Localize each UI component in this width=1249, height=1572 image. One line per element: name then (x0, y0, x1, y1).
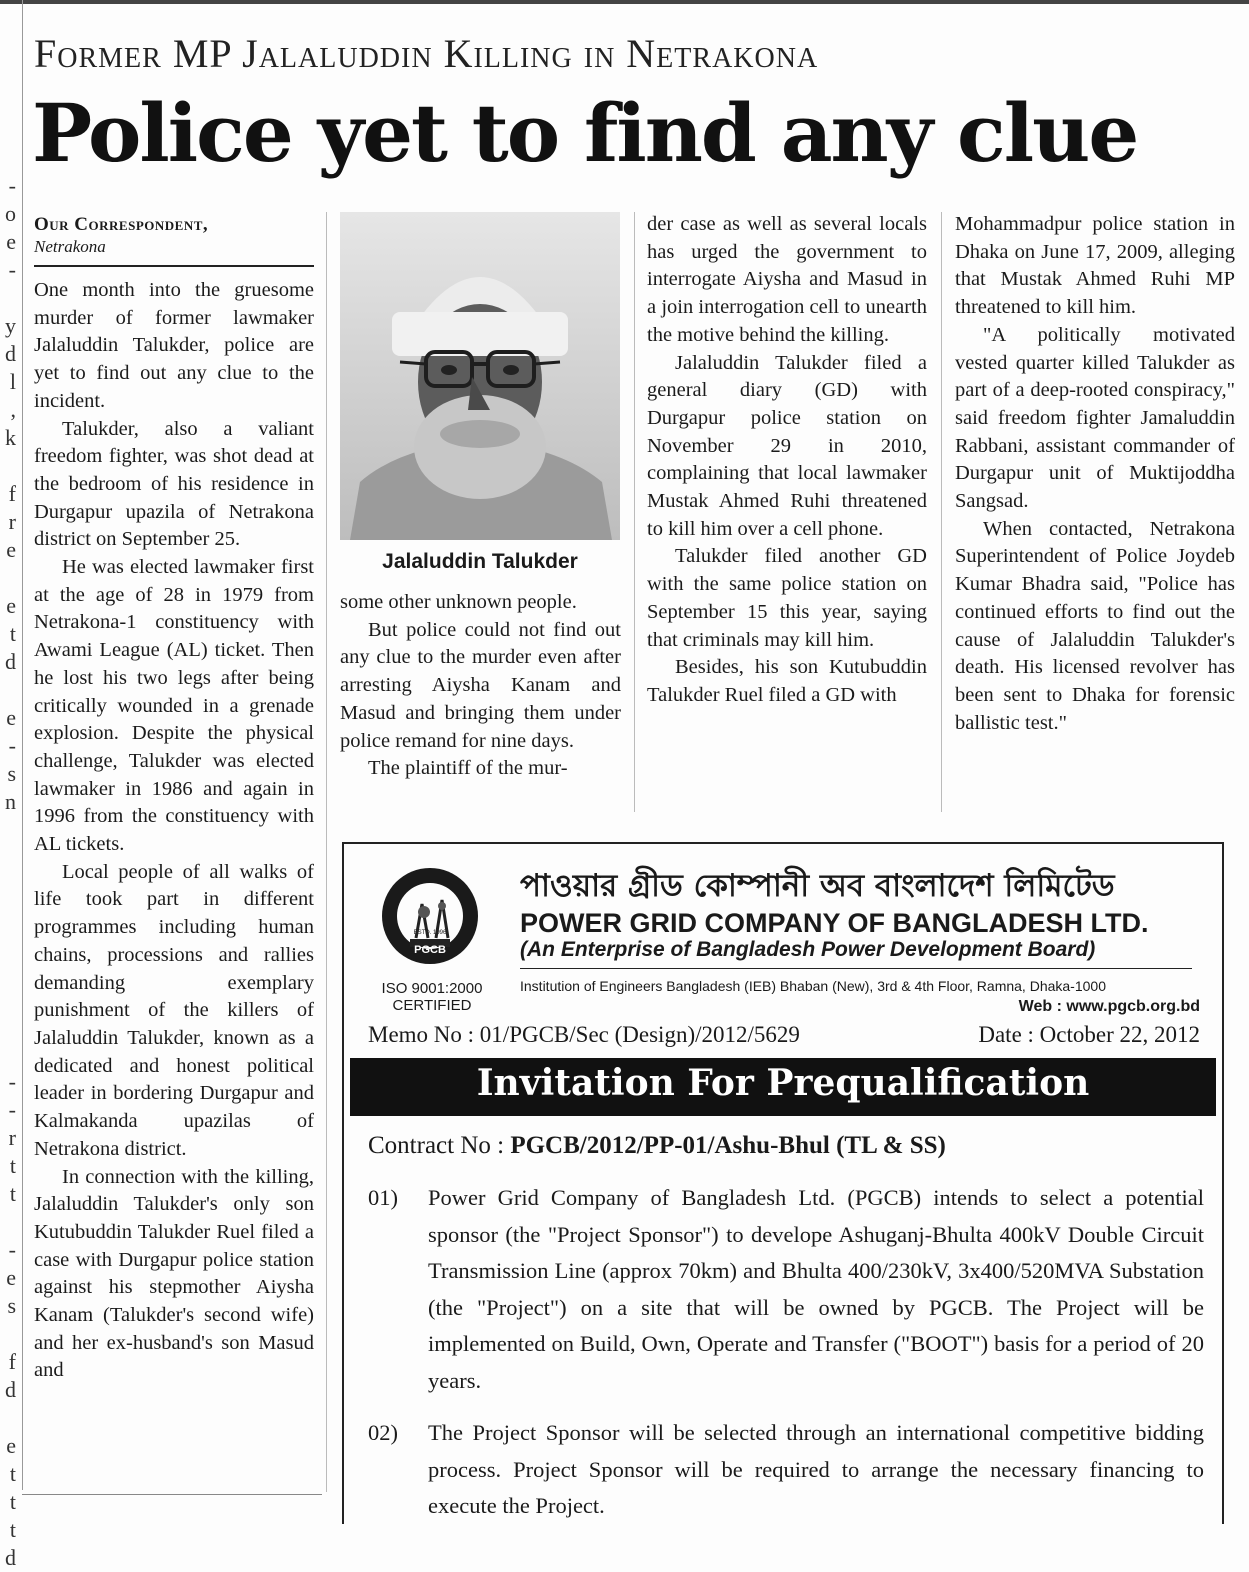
fragment-char (0, 60, 22, 88)
fragment-char: d (5, 341, 16, 366)
fragment-char: f (8, 481, 16, 506)
fragment-char: d (5, 1377, 16, 1402)
item-number: 01) (368, 1185, 398, 1210)
bottom-rule (22, 1494, 322, 1495)
fragment-char: - (8, 257, 16, 282)
fragment-char: - (8, 1237, 16, 1262)
byline-dateline: Netrakona (34, 237, 106, 256)
article-paragraph: Local people of all walks of life took part in different programmes including human chains, processions and rallies demanding exemplary punishment of the killers of Jalaluddin Talukder, known as a dedicated and honest political leader in bordering Durgapur and Kalmakanda upazilas of Netrakona district. (34, 860, 314, 1160)
fragment-char: e (6, 229, 16, 254)
fragment-char (0, 900, 22, 928)
fragment-char (0, 1012, 22, 1040)
byline-rule (34, 265, 314, 267)
fragment-char: - (8, 173, 16, 198)
byline (34, 214, 314, 257)
fragment-char: e (6, 537, 16, 562)
pgcb-logo (380, 866, 480, 966)
fragment-char (0, 928, 22, 956)
photo-caption: Jalaluddin Talukder (382, 550, 578, 573)
fragment-char: - (8, 733, 16, 758)
fragment-char: d (5, 649, 16, 674)
item-text: Power Grid Company of Bangladesh Ltd. (PGCB) intends to select a potential sponsor (the "Project Sponsor") to develope Ashuganj-Bhulta 400kV Double Circuit Transmission Line (approx 70km) and Bhulta 400/230kV, 3x400/520MVA Substation (the "Project") on a site that will be owned by PGCB. The Project will be implemented on Build, Own, Operate and Transfer ("BOOT") basis for a period of 20 years. (428, 1185, 1204, 1393)
fragment-char: - (8, 1097, 16, 1122)
advert-item-2 (368, 1415, 1204, 1525)
fragment-char: e (6, 1265, 16, 1290)
article-paragraph: The plaintiff of the mur- (368, 757, 568, 780)
pgcb-logo-text: PGCB (414, 944, 446, 956)
article-paragraph: In connection with the killing, Jalaluddin Talukder's only son Kutubuddin Talukder Ruel filed a case with Durgapur police station against his stepmother Aiysha Kanam (Talukder's second wife) and her ex-husband's son Masud and (34, 1165, 314, 1382)
fragment-char (0, 1320, 22, 1348)
portrait-illustration (340, 212, 620, 540)
article-paragraph: One month into the gruesome murder of former lawmaker Jalaluddin Talukder, police are yet to find out any clue to the incident. (34, 279, 314, 412)
column-divider (634, 212, 635, 812)
fragment-char: , (10, 397, 16, 422)
article-headline: Police yet to find any clue (32, 86, 1138, 180)
iso-label: ISO 9001:2000 (381, 980, 483, 997)
article-paragraph: Mohammadpur police station in Dhaka on June 17, 2009, alleging that Mustak Ahmed Ruhi MP threatened to kill him. (955, 213, 1235, 319)
article-paragraph: "A politically motivated vested quarter killed Talukder as part of a deep-rooted conspiracy," said freedom fighter Jamaluddin Rabbani, assistant commander of Durgapur unit of Muktijoddha Sangsad. (955, 323, 1235, 513)
fragment-char: o (5, 201, 16, 226)
contract-label: Contract No : (368, 1132, 505, 1159)
article-column-1 (34, 277, 314, 1385)
fragment-char: t (9, 1153, 16, 1178)
fragment-char: t (9, 621, 16, 646)
fragment-char: d (5, 1545, 16, 1570)
byline-author: Our Correspondent, (34, 214, 209, 235)
fragment-char (0, 1040, 22, 1068)
fragment-char: t (9, 1517, 16, 1542)
fragment-char: y (5, 313, 16, 338)
fragment-char: k (5, 425, 16, 450)
fragment-char: e (6, 593, 16, 618)
fragment-char: t (9, 1461, 16, 1486)
fragment-char (0, 676, 22, 704)
article-paragraph: He was elected lawmaker first at the age of 28 in 1979 from Netrakona-1 constituency with Awami League (AL) ticket. Then he lost his two legs after being critically wounded in a grenade explosion. Despite the physical challenge, Talukder was elected lawmaker in 1986 and again in 1996 from the constituency with AL tickets. (34, 556, 314, 856)
fragment-char (0, 452, 22, 480)
article-paragraph: Talukder filed another GD with the same police station on September 15 this year, saying that criminals may kill him. (647, 545, 927, 651)
article-paragraph: But police could not find out any clue to the murder even after arresting Aiysha Kanam and Masud and bringing them under police remand for nine days. (340, 618, 621, 752)
fragment-char (0, 1208, 22, 1236)
portrait-photo (340, 212, 620, 540)
left-column-fragments (0, 4, 22, 1570)
memo-date: Date : October 22, 2012 (978, 1022, 1200, 1047)
article-paragraph: Jalaluddin Talukder filed a general diary (GD) with Durgapur police station on November 29 in 2010, complaining that local lawmaker Mustak Ahmed Ruhi threatened to kill him over a cell phone. (647, 351, 927, 540)
article-kicker: Former MP Jalaluddin Killing in Netrakona (34, 31, 819, 76)
fragment-char (0, 872, 22, 900)
fragment-char: s (7, 1293, 16, 1318)
fragment-char: r (8, 1125, 16, 1150)
article-column-3 (647, 211, 927, 710)
company-subtitle: (An Enterprise of Bangladesh Power Development Board) (520, 938, 1096, 961)
left-column-divider (22, 0, 23, 1490)
tender-advertisement (342, 842, 1224, 1524)
item-number: 02) (368, 1420, 398, 1445)
article-paragraph: some other unknown people. (340, 591, 577, 613)
article-paragraph: der case as well as several locals has urged the government to interrogate Aiysha and Masud in a join interrogation cell to unearth the motive behind the killing. (647, 213, 927, 346)
company-name-english: POWER GRID COMPANY OF BANGLADESH LTD. (520, 908, 1149, 938)
contract-number: PGCB/2012/PP-01/Ashu-Bhul (TL & SS) (510, 1132, 946, 1159)
memo-number: Memo No : 01/PGCB/Sec (Design)/2012/5629 (368, 1022, 800, 1047)
fragment-char (0, 88, 22, 116)
fragment-char: - (8, 1069, 16, 1094)
fragment-char (0, 144, 22, 172)
item-text: The Project Sponsor will be selected through an international competitive bidding process. Project Sponsor will be required to arrange the necessary financing to execute the Project. (428, 1420, 1204, 1518)
fragment-char (0, 816, 22, 844)
title-banner (350, 1058, 1216, 1116)
column-divider (326, 212, 327, 1492)
address-rule (520, 968, 1192, 969)
company-website: Web : www.pgcb.org.bd (1018, 998, 1200, 1015)
top-border (0, 0, 1249, 4)
column-divider (941, 212, 942, 812)
fragment-char: e (6, 1433, 16, 1458)
fragment-char (0, 4, 22, 32)
fragment-char (0, 1404, 22, 1432)
fragment-char (0, 284, 22, 312)
iso-certified: CERTIFIED (392, 997, 472, 1014)
article-paragraph: When contacted, Netrakona Superintendent of Police Joydeb Kumar Bhadra said, "Police has continued efforts to find out the cause of Jalaluddin Talukder's death. His licensed revolver has been sent to Dhaka for forensic ballistic test." (955, 517, 1235, 734)
fragment-char (0, 844, 22, 872)
article-column-4 (955, 211, 1235, 737)
fragment-char: f (8, 1349, 16, 1374)
fragment-char: t (9, 1489, 16, 1514)
fragment-char (0, 956, 22, 984)
company-name-bangla: পাওয়ার গ্রীড কোম্পানী অব বাংলাদেশ লিমিটেড (520, 868, 1115, 904)
fragment-char: t (9, 1181, 16, 1206)
fragment-char: l (9, 369, 16, 394)
fragment-char (0, 984, 22, 1012)
advert-title: Invitation For Prequalification (476, 1062, 1090, 1104)
article-column-2 (340, 589, 621, 783)
company-address: Institution of Engineers Bangladesh (IEB) Bhaban (New), 3rd & 4th Floor, Ramna, Dhaka-1000 (520, 978, 1106, 994)
contract-line (368, 1132, 946, 1160)
pgcb-logo-estd: ESTD. 1996 (413, 930, 447, 936)
fragment-char: s (7, 761, 16, 786)
fragment-char: e (6, 705, 16, 730)
fragment-char: r (8, 509, 16, 534)
fragment-char (0, 564, 22, 592)
fragment-char (0, 32, 22, 60)
fragment-char: n (5, 789, 16, 814)
iso-certification (374, 980, 490, 1014)
article-paragraph: Besides, his son Kutubuddin Talukder Ruel filed a GD with (647, 656, 927, 706)
advert-item-1 (368, 1180, 1204, 1399)
article-paragraph: Talukder, also a valiant freedom fighter, was shot dead at the bedroom of his residence in Durgapur upazila of Netrakona district on September 25. (34, 417, 314, 551)
fragment-char (0, 116, 22, 144)
